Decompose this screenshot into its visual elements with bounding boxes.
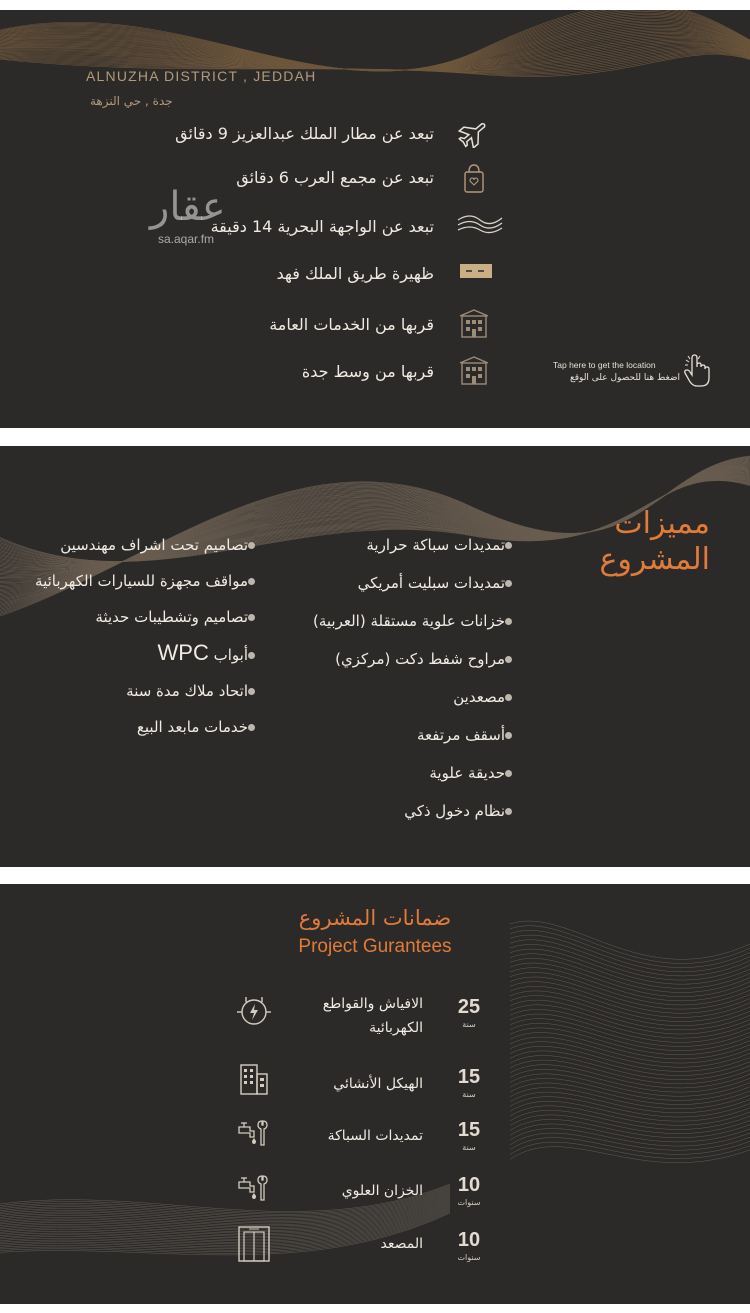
bullet-icon [248,578,255,585]
district-title-en: ALNUZHA DISTRICT , JEDDAH [86,68,317,84]
guarantee-unit: سنوات [457,1253,481,1262]
airplane-icon [456,118,492,148]
bullet-icon [505,656,512,663]
bullet-icon [248,688,255,695]
feature-item: خدمات مابعد البيع [137,718,265,736]
feature-item: تصاميم وتشطيبات حديثة [95,608,265,626]
road-icon [456,260,492,290]
guarantee-years: 25 [457,996,481,1018]
feature-item: تمديدات سباكة حرارية [366,536,522,554]
guarantee-label: الافياش والقواطع الكهربائية [322,996,423,1036]
waves-icon [456,210,492,240]
building-structure-icon [236,1062,272,1100]
guarantee-years: 15 [457,1066,481,1088]
feature-item-wpc: أبواب WPC [158,640,266,666]
plumbing-tools-icon [236,1117,272,1153]
guarantee-years: 15 [457,1119,481,1141]
bullet-icon [248,542,255,549]
bullet-icon [505,732,512,739]
district-title-ar: جدة , حي النزهة [90,94,173,108]
bullet-icon [248,614,255,621]
location-panel [0,10,750,428]
guarantee-unit: سنة [462,1090,476,1099]
building-icon [456,308,492,338]
bullet-icon [505,580,512,587]
location-item-mall: تبعد عن مجمع العرب 6 دقائق [236,168,434,187]
bullet-icon [505,770,512,777]
features-title-line2: المشروع [599,542,710,577]
watermark-url: sa.aqar.fm [158,232,215,246]
bullet-icon [505,618,512,625]
bullet-icon [248,652,255,659]
guarantee-unit: سنة [462,1020,476,1029]
electrical-plug-icon [236,994,272,1032]
guarantee-years: 10 [457,1229,481,1251]
location-item-city-center: قربها من وسط جدة [301,362,434,381]
feature-item: اتحاد ملاك مدة سنة [126,682,265,700]
feature-item: مصعدين [453,688,522,706]
feature-item: مراوح شفط دكت (مركزي) [335,650,522,668]
wpc-label: WPC [157,640,209,665]
guarantee-years: 10 [457,1174,481,1196]
location-item-waterfront: تبعد عن الواجهة البحرية 14 دقيقة [210,217,434,236]
guarantees-title-ar: ضمانات المشروع [298,906,452,930]
plumbing-tools-icon [236,1172,272,1208]
feature-item: أسقف مرتفعة [417,726,522,744]
hand-pointer-icon[interactable] [682,354,712,392]
bullet-icon [248,724,255,731]
features-title-line1: مميزات [614,506,710,541]
building-icon [456,355,492,385]
features-panel [0,446,750,867]
guarantees-title-en: Project Gurantees [298,936,452,957]
guarantees-panel [0,884,750,1304]
feature-item: خزانات علوية مستقلة (العربية) [313,612,522,630]
shopping-bag-icon [456,163,492,193]
feature-item: تمديدات سبليت أمريكي [358,574,522,592]
guarantee-label: تمديدات السباكة [327,1128,423,1144]
guarantee-label: المصعد [380,1236,423,1252]
feature-item: نظام دخول ذكي [404,802,522,820]
feature-item: تصاميم تحت اشراف مهندسين [60,536,265,554]
tap-location-link-ar[interactable]: اضغط هنا للحصول على الوقع [569,373,680,383]
bullet-icon [505,694,512,701]
tap-location-link[interactable]: Tap here to get the location [553,360,656,370]
guarantee-unit: سنوات [457,1198,481,1207]
watermark-logo: عقار [150,184,226,230]
guarantee-unit: سنة [462,1143,476,1152]
bullet-icon [505,542,512,549]
location-item-public-services: قربها من الخدمات العامة [269,315,434,334]
location-item-king-fahd-road: ظهيرة طريق الملك فهد [276,264,434,283]
guarantee-label: الخزان العلوي [341,1183,423,1199]
bullet-icon [505,808,512,815]
feature-item: حديقة علوية [429,764,522,782]
location-item-airport: تبعد عن مطار الملك عبدالعزيز 9 دقائق [175,124,434,143]
feature-item: مواقف مجهزة للسيارات الكهربائية [35,572,265,590]
elevator-icon [236,1224,272,1268]
guarantee-label: الهيكل الأنشائي [333,1076,423,1092]
